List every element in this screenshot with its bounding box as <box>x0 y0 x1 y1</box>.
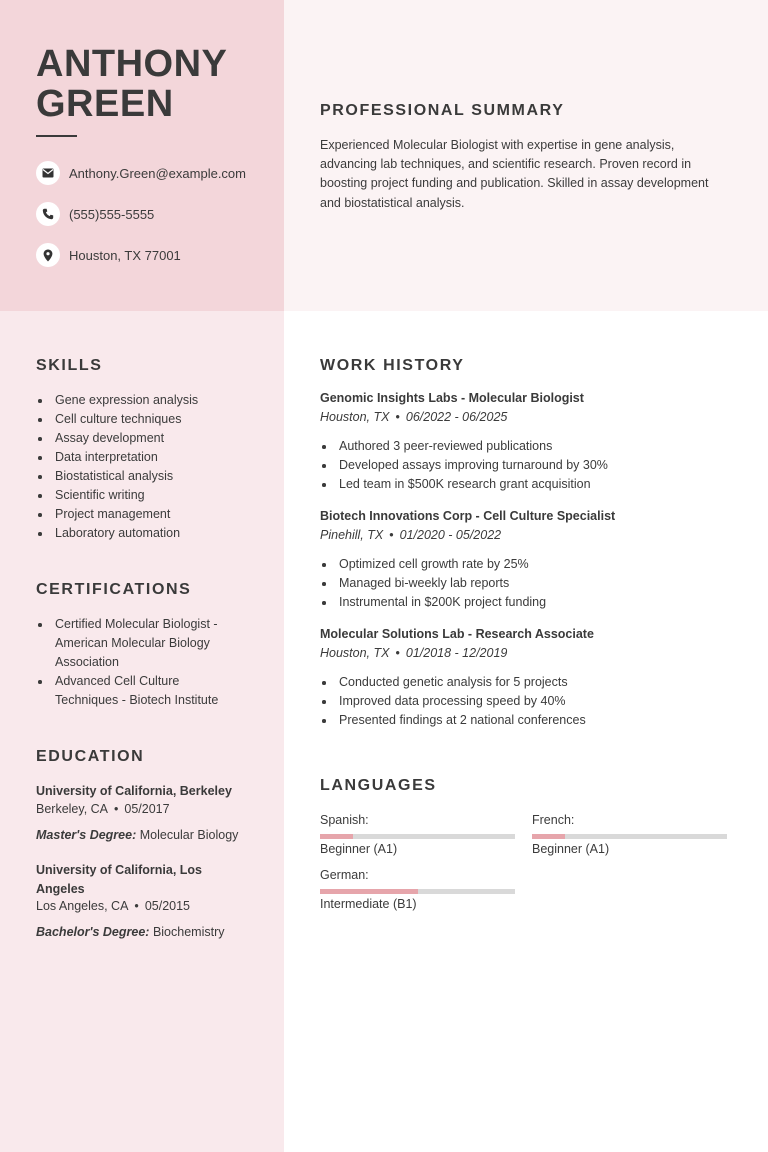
phone-icon <box>36 202 60 226</box>
edu-school: University of California, Los Angeles <box>36 863 203 896</box>
separator-dot: • <box>389 528 394 542</box>
job-dates: 01/2020 - 05/2022 <box>399 528 502 542</box>
job-bullets <box>320 673 720 730</box>
location-text: Houston, TX 77001 <box>69 247 181 263</box>
language-level: Beginner (A1) <box>320 842 398 856</box>
certifications-list <box>36 615 236 710</box>
languages-heading: LANGUAGES <box>320 777 437 794</box>
edu-date: 05/2017 <box>124 802 170 816</box>
list-item: Cell culture techniques <box>36 410 256 429</box>
job-city: Houston, TX <box>320 646 390 660</box>
candidate-name <box>36 44 227 124</box>
phone-text: (555)555-5555 <box>69 206 155 222</box>
list-item: Certified Molecular Biologist - American Molecular Biology Association <box>36 615 236 672</box>
job-bullets <box>320 555 720 612</box>
separator-dot: • <box>395 410 400 424</box>
language-bar-fill <box>320 889 418 894</box>
job-dates: 01/2018 - 12/2019 <box>405 646 508 660</box>
list-item: Presented findings at 2 national conferences <box>320 711 720 730</box>
degree-field: Molecular Biology <box>139 828 239 842</box>
separator-dot: • <box>395 646 400 660</box>
job-city: Pinehill, TX <box>320 528 384 542</box>
edu-degree: Master's Degree: Molecular Biology <box>36 828 239 842</box>
language-bar <box>320 889 515 894</box>
list-item: Managed bi-weekly lab reports <box>320 574 720 593</box>
list-item: Project management <box>36 505 256 524</box>
contact-phone[interactable] <box>36 201 154 227</box>
language-bar-fill <box>320 834 353 839</box>
envelope-icon <box>36 161 60 185</box>
language-bar-fill <box>532 834 565 839</box>
edu-meta <box>36 899 190 913</box>
job-meta <box>320 646 507 660</box>
list-item: Advanced Cell Culture Techniques - Biotech Institute <box>36 672 236 710</box>
separator-dot: • <box>114 802 119 816</box>
language-level: Intermediate (B1) <box>320 897 417 911</box>
first-name: ANTHONY <box>36 43 228 85</box>
degree-field: Biochemistry <box>152 925 225 939</box>
email-text: Anthony.Green@example.com <box>69 165 246 181</box>
language-name: French: <box>532 813 575 827</box>
contact-email[interactable] <box>36 160 246 186</box>
name-divider <box>36 135 77 137</box>
edu-meta <box>36 802 170 816</box>
list-item: Led team in $500K research grant acquisition <box>320 475 720 494</box>
skills-list <box>36 391 256 543</box>
job-dates: 06/2022 - 06/2025 <box>405 410 508 424</box>
job-title: Genomic Insights Labs - Molecular Biologist <box>320 391 584 405</box>
job-title: Biotech Innovations Corp - Cell Culture Specialist <box>320 509 616 523</box>
work-heading: WORK HISTORY <box>320 357 465 374</box>
list-item: Data interpretation <box>36 448 256 467</box>
job-city: Houston, TX <box>320 410 390 424</box>
job-meta <box>320 410 507 424</box>
list-item: Laboratory automation <box>36 524 256 543</box>
education-heading: EDUCATION <box>36 748 145 765</box>
list-item: Instrumental in $200K project funding <box>320 593 720 612</box>
list-item: Authored 3 peer-reviewed publications <box>320 437 720 456</box>
list-item: Developed assays improving turnaround by 30% <box>320 456 720 475</box>
job-title: Molecular Solutions Lab - Research Associate <box>320 627 594 641</box>
language-name: Spanish: <box>320 813 369 827</box>
degree-label: Master's Degree <box>36 828 133 842</box>
edu-degree: Bachelor's Degree: Biochemistry <box>36 925 225 939</box>
edu-school: University of California, Berkeley <box>36 784 232 798</box>
list-item: Optimized cell growth rate by 25% <box>320 555 720 574</box>
language-name: German: <box>320 868 369 882</box>
certifications-heading: CERTIFICATIONS <box>36 581 192 598</box>
map-pin-icon <box>36 243 60 267</box>
language-level: Beginner (A1) <box>532 842 610 856</box>
list-item: Improved data processing speed by 40% <box>320 692 720 711</box>
separator-dot: • <box>134 899 139 913</box>
job-bullets <box>320 437 720 494</box>
last-name: GREEN <box>36 83 174 125</box>
contact-location <box>36 242 181 268</box>
summary-heading: PROFESSIONAL SUMMARY <box>320 102 565 119</box>
language-bar <box>320 834 515 839</box>
summary-text: Experienced Molecular Biologist with expertise in gene analysis, advancing lab techniques, and scientific research. Proven record in boosting project funding and publication. Skilled in assay development and biostatistical analysis. <box>320 138 709 210</box>
list-item: Assay development <box>36 429 256 448</box>
list-item: Biostatistical analysis <box>36 467 256 486</box>
edu-city: Los Angeles, CA <box>36 899 129 913</box>
job-meta <box>320 528 501 542</box>
edu-city: Berkeley, CA <box>36 802 109 816</box>
degree-label: Bachelor's Degree <box>36 925 146 939</box>
language-bar <box>532 834 727 839</box>
list-item: Conducted genetic analysis for 5 projects <box>320 673 720 692</box>
list-item: Gene expression analysis <box>36 391 256 410</box>
list-item: Scientific writing <box>36 486 256 505</box>
skills-heading: SKILLS <box>36 357 103 374</box>
edu-date: 05/2015 <box>144 899 190 913</box>
